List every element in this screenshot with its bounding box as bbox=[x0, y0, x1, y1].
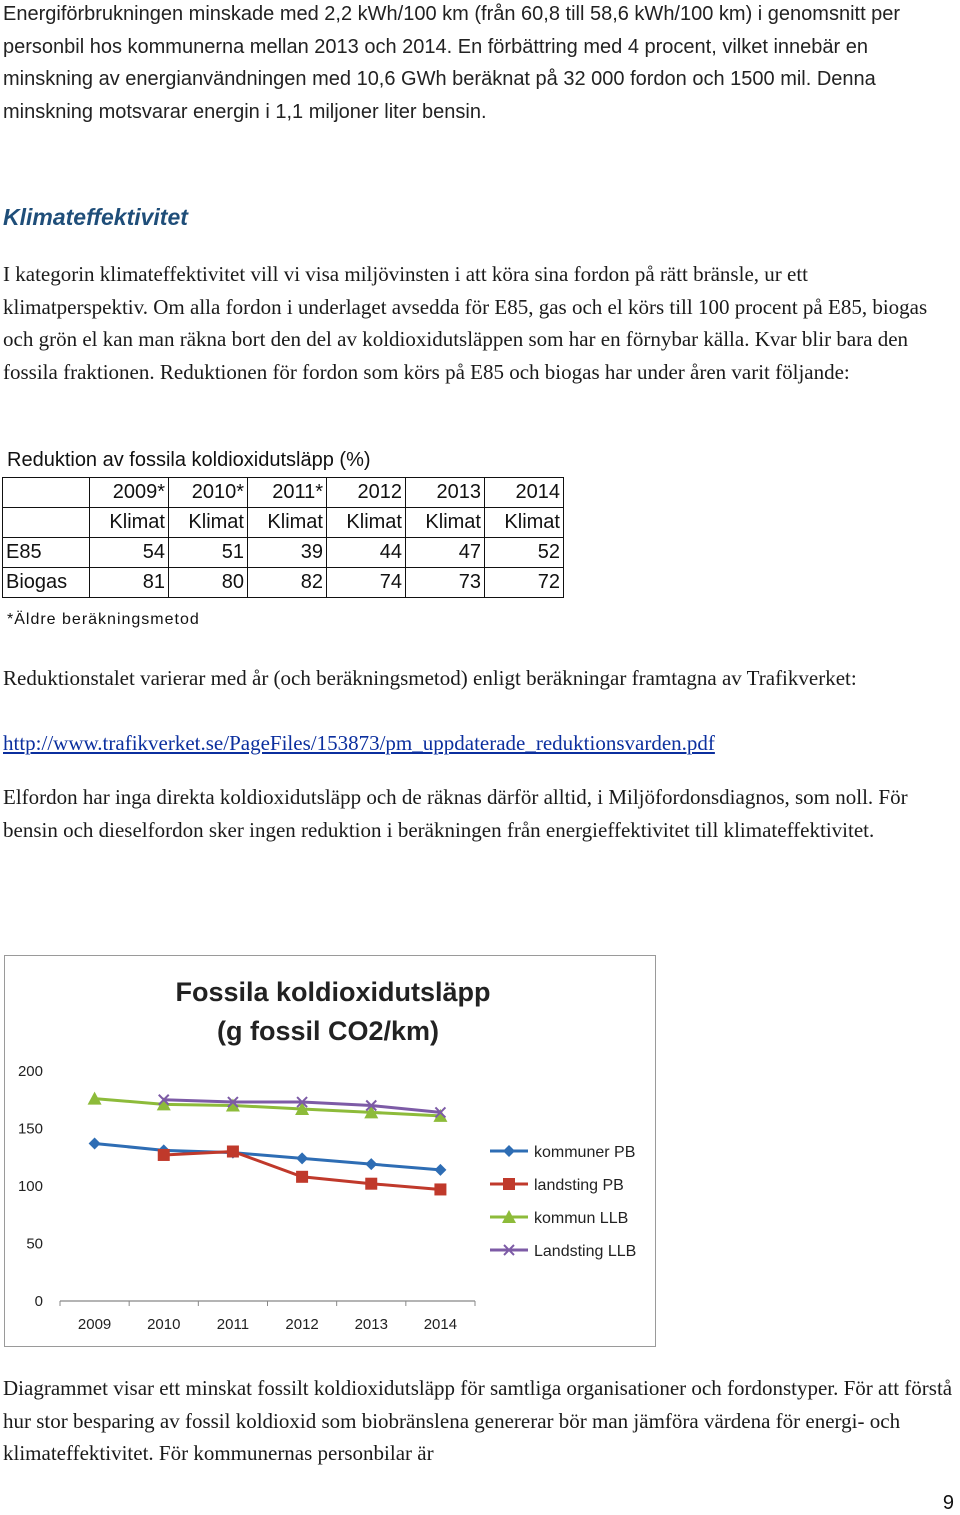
x-tick-label: 2009 bbox=[77, 1316, 112, 1333]
data-point-square bbox=[227, 1146, 239, 1158]
reduction-table bbox=[2, 477, 564, 598]
data-point-diamond bbox=[365, 1158, 377, 1170]
trafikverket-link[interactable]: http://www.trafikverket.se/PageFiles/153873/pm_uppdaterade_reduktionsvarden.pdf bbox=[3, 731, 715, 755]
category-header: Klimat bbox=[327, 508, 406, 538]
table-cell: 73 bbox=[406, 568, 485, 598]
data-point-square bbox=[158, 1149, 170, 1161]
legend-label: landsting PB bbox=[534, 1177, 624, 1194]
table-row bbox=[3, 568, 564, 598]
year-header: 2009* bbox=[90, 478, 169, 508]
table-cell: 81 bbox=[90, 568, 169, 598]
table-corner-cell bbox=[3, 508, 90, 538]
y-tick-label: 150 bbox=[17, 1120, 43, 1138]
category-header: Klimat bbox=[169, 508, 248, 538]
table-header-years bbox=[3, 478, 564, 508]
emissions-line-chart bbox=[5, 956, 655, 1346]
table-cell: 82 bbox=[248, 568, 327, 598]
data-point-square bbox=[503, 1178, 515, 1190]
intro-paragraph: Energiförbrukningen minskade med 2,2 kWh/100 km (från 60,8 till 58,6 kWh/100 km) i genomsnitt per personbil hos kommunerna mellan 2013 och 2014. En förbättring med 4 procent, vilket innebär en minskning av energianvändningen med 10,6 GWh beräknat på 32 000 fordon och 1500 mil. Denna minskning motsvarar energin i 1,1 miljoner liter bensin. bbox=[3, 3, 901, 123]
row-label: Biogas bbox=[3, 568, 90, 598]
page-number: 9 bbox=[942, 1492, 954, 1514]
y-tick-label: 50 bbox=[26, 1235, 43, 1253]
table-cell: 54 bbox=[90, 538, 169, 568]
chart-container bbox=[4, 955, 656, 1347]
x-tick-label: 2011 bbox=[216, 1316, 250, 1333]
data-point-diamond bbox=[503, 1145, 515, 1157]
year-header: 2011* bbox=[248, 478, 327, 508]
table-cell: 44 bbox=[327, 538, 406, 568]
table-cell: 51 bbox=[169, 538, 248, 568]
table-row bbox=[3, 538, 564, 568]
table-footnote: *Äldre beräkningsmetod bbox=[7, 611, 200, 628]
x-tick-label: 2014 bbox=[423, 1316, 458, 1333]
data-point-square bbox=[296, 1171, 308, 1183]
table-cell: 80 bbox=[169, 568, 248, 598]
data-point-diamond bbox=[434, 1164, 446, 1176]
section-heading: Klimateffektivitet bbox=[3, 204, 188, 230]
y-tick-label: 100 bbox=[17, 1178, 43, 1195]
y-tick-label: 0 bbox=[34, 1293, 43, 1310]
year-header: 2013 bbox=[406, 478, 485, 508]
climate-paragraph: I kategorin klimateffektivitet vill vi visa miljövinsten i att köra sina fordon på rätt bränsle, ur ett klimatperspektiv. Om alla fordon i underlaget avsedda för E85, gas och el körs till 100 procent på E85, biogas och grön el kan man räkna bort den del av koldioxidutsläppen som har en förnybar källa. Kvar blir bara den fossila fraktionen. Reduktionen för fordon som körs på E85 och biogas har under åren varit följande: bbox=[3, 262, 928, 384]
series-line bbox=[95, 1143, 441, 1169]
data-point-square bbox=[434, 1183, 446, 1195]
legend-label: Landsting LLB bbox=[534, 1243, 637, 1260]
year-header: 2010* bbox=[169, 478, 248, 508]
data-point-square bbox=[365, 1178, 377, 1190]
category-header: Klimat bbox=[485, 508, 564, 538]
table-cell: 52 bbox=[485, 538, 564, 568]
chart-title: Fossila koldioxidutsläpp bbox=[175, 977, 491, 1007]
category-header: Klimat bbox=[90, 508, 169, 538]
electric-vehicles-paragraph: Elfordon har inga direkta koldioxidutsläpp och de räknas därför alltid, i Miljöfordonsdiagnos, som noll. För bensin och dieselfordon sker ingen reduktion i beräkningen från energieffektivitet till klimateffektivitet. bbox=[3, 785, 908, 842]
table-cell: 74 bbox=[327, 568, 406, 598]
category-header: Klimat bbox=[248, 508, 327, 538]
legend-label: kommun LLB bbox=[534, 1210, 629, 1227]
year-header: 2014 bbox=[485, 478, 564, 508]
table-cell: 47 bbox=[406, 538, 485, 568]
table-title: Reduktion av fossila koldioxidutsläpp (%) bbox=[7, 449, 371, 471]
reduction-paragraph: Reduktionstalet varierar med år (och beräkningsmetod) enligt beräkningar framtagna av Trafikverket: bbox=[3, 666, 857, 690]
x-tick-label: 2010 bbox=[147, 1316, 181, 1333]
y-tick-label: 200 bbox=[17, 1063, 43, 1080]
data-point-diamond bbox=[89, 1137, 101, 1149]
table-header-category bbox=[3, 508, 564, 538]
data-point-diamond bbox=[296, 1152, 308, 1164]
x-tick-label: 2013 bbox=[354, 1316, 388, 1333]
table-cell: 72 bbox=[485, 568, 564, 598]
row-label: E85 bbox=[3, 538, 90, 568]
legend-label: kommuner PB bbox=[534, 1144, 636, 1161]
chart-description-paragraph: Diagrammet visar ett minskat fossilt koldioxidutsläpp för samtliga organisationer och fordonstyper. För att förstå hur stor besparing av fossil koldioxid som biobränslena genererar bör man jämföra värdena för energi- och klimateffektivitet. För kommunernas personbilar är bbox=[3, 1376, 953, 1465]
table-corner-cell bbox=[3, 478, 90, 508]
x-tick-label: 2012 bbox=[285, 1316, 319, 1333]
table-cell: 39 bbox=[248, 538, 327, 568]
year-header: 2012 bbox=[327, 478, 406, 508]
chart-subtitle: (g fossil CO2/km) bbox=[216, 1016, 440, 1046]
category-header: Klimat bbox=[406, 508, 485, 538]
